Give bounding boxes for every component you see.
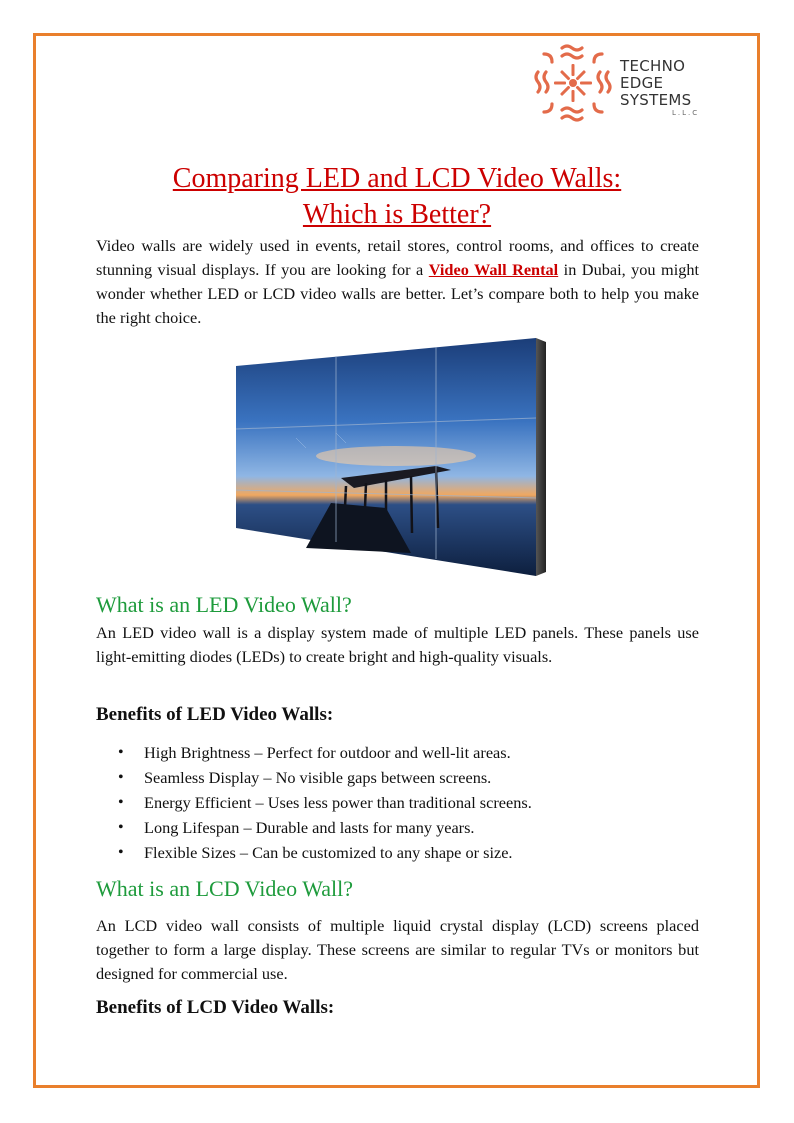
lcd-benefits-heading: Benefits of LCD Video Walls:: [96, 997, 335, 1018]
list-item: • Energy Efficient – Uses less power than traditional screens.: [96, 790, 696, 815]
logo-mark-icon: [532, 42, 614, 124]
list-item: • High Brightness – Perfect for outdoor and well-lit areas.: [96, 740, 696, 765]
logo-line-2: EDGE: [620, 74, 664, 92]
video-wall-photo: [236, 338, 556, 576]
page-title-line-2: Which is Better?: [302, 199, 492, 230]
intro-text-after: in Dubai, you might wonder whether LED or LCD video walls are better. Let’s compare both to help you make the right choice.: [96, 260, 700, 327]
company-logo: [532, 42, 712, 126]
lcd-section-heading: What is an LCD Video Wall?: [96, 876, 353, 901]
lcd-section-body: An LCD video wall consists of multiple liquid crystal display (LCD) screens placed together to form a large display. These screens are similar to regular TVs or monitors but designed for commercial use.: [96, 916, 699, 983]
logo-suffix: L.L.C: [672, 109, 700, 117]
list-item: • Flexible Sizes – Can be customized to any shape or size.: [96, 840, 696, 865]
led-benefits-list: [96, 740, 696, 865]
led-benefits-heading: Benefits of LED Video Walls:: [96, 704, 334, 725]
intro-text-before: Video walls are widely used in events, retail stores, control rooms, and offices to create stunning visual displays. If you are looking for a: [96, 236, 699, 279]
page-title-line-1: Comparing LED and LCD Video Walls:: [172, 163, 622, 194]
led-section-body: An LED video wall is a display system made of multiple LED panels. These panels use light-emitting diodes (LEDs) to create bright and high-quality visuals.: [96, 623, 699, 666]
logo-wordmark: [620, 58, 699, 117]
logo-line-1: TECHNO: [620, 57, 686, 75]
intro-paragraph: [96, 234, 699, 330]
list-item: • Long Lifespan – Durable and lasts for many years.: [96, 815, 696, 840]
logo-line-3: SYSTEMS: [620, 91, 692, 109]
led-section-heading: What is an LED Video Wall?: [96, 592, 352, 617]
video-wall-rental-link[interactable]: Video Wall Rental: [428, 260, 559, 279]
list-item: • Seamless Display – No visible gaps between screens.: [96, 765, 696, 790]
